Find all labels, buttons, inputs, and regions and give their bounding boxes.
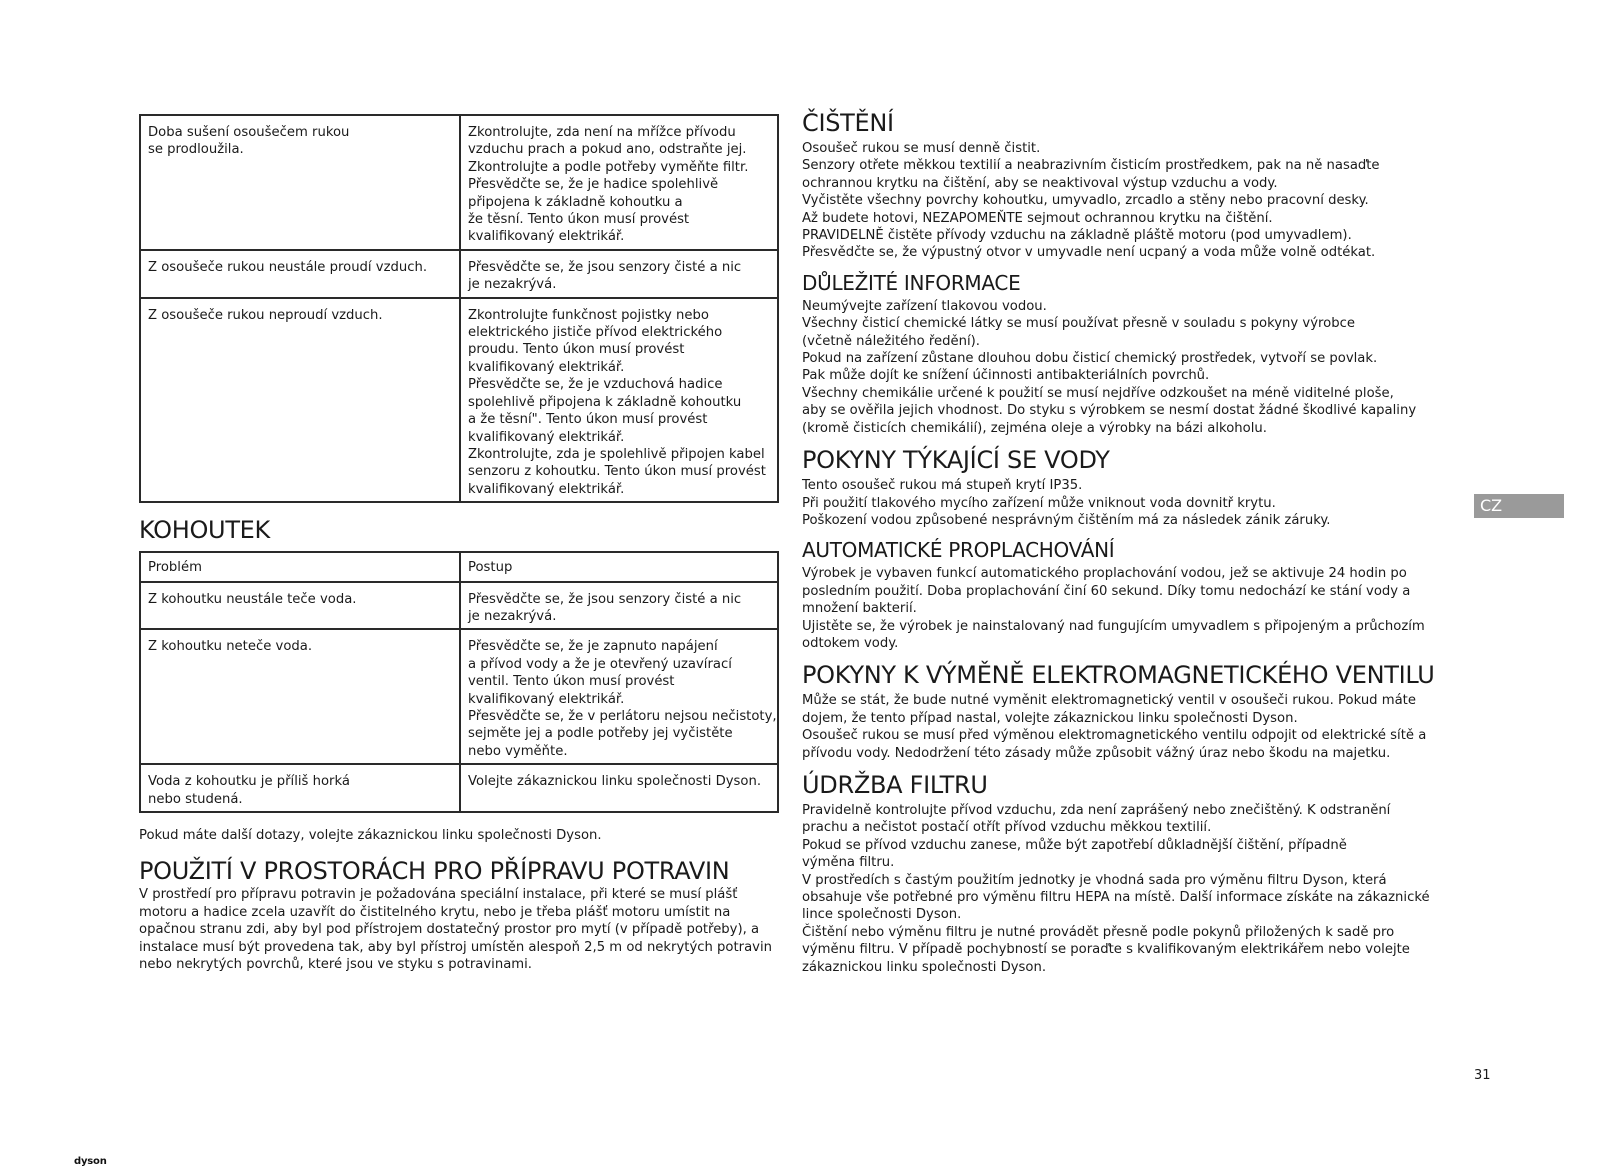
text-line: Senzory otřete měkkou textilií a neabrazivním čisticím prostředkem, pak na ně nasaďte	[802, 158, 1380, 174]
solution-cell	[460, 250, 778, 298]
section-heading: POKYNY K VÝMĚNĚ ELEKTROMAGNETICKÉHO VENTILU	[802, 661, 1435, 690]
text-line: Z osoušeče rukou neustále proudí vzduch.	[148, 259, 428, 275]
text-line: Poškození vodou způsobené nesprávným čištěním má za následek zánik záruky.	[802, 512, 1331, 528]
text-line: opačnou stranu zdi, aby byl pod přístrojem dostatečný prostor pro mytí (v případě potřeby), a	[139, 922, 760, 938]
section-body	[802, 802, 1452, 976]
section-body	[802, 692, 1452, 762]
text-line: motoru a hadice zcela uzavřít do čistitelného krytu, nebo je třeba plášť motoru umístit na	[139, 904, 731, 920]
table-row	[140, 298, 778, 502]
text-line: se prodloužila.	[148, 142, 244, 158]
text-line: Pravidelně kontrolujte přívod vzduchu, zda není zaprášený nebo znečištěný. K odstranění	[802, 802, 1391, 818]
text-line: Pokud se přívod vzduchu zanese, může být zapotřebí důkladnější čištění, případně	[802, 837, 1347, 853]
text-line: kvalifikovaný elektrikář.	[468, 481, 625, 497]
text-line: a přívod vody a že je otevřený uzavírací	[468, 656, 732, 672]
text-line: Doba sušení osoušečem rukou	[148, 125, 350, 140]
table-row	[140, 250, 778, 298]
left-column	[139, 114, 780, 973]
table-header-solution: Postup	[460, 552, 778, 581]
text-line: přívodu vody. Nedodržení této zásady může způsobit vážný úraz nebo škodu na majetku.	[802, 745, 1391, 761]
text-line: elektrického jističe přívod elektrického	[468, 325, 723, 341]
solution-cell	[460, 298, 778, 502]
text-line: Přesvědčte se, že v perlátoru nejsou nečistoty,	[468, 708, 777, 724]
text-line: prachu a nečistot postačí otřít přívod vzduchu měkkou textilií.	[802, 820, 1212, 836]
text-line: ochrannou krytku na čištění, aby se neaktivoval výstup vzduchu a vody.	[802, 175, 1278, 191]
solution-cell	[460, 764, 778, 812]
text-line: (včetně náležitého ředění).	[802, 333, 980, 349]
text-line: Zkontrolujte funkčnost pojistky nebo	[468, 307, 709, 323]
text-line: Zkontrolujte, zda je spolehlivě připojen kabel	[468, 446, 765, 462]
section-heading-food-areas: POUŽITÍ V PROSTORÁCH PRO PŘÍPRAVU POTRAVIN	[139, 857, 730, 886]
problem-cell	[140, 764, 460, 812]
text-line: Z kohoutku neustále teče voda.	[148, 591, 357, 607]
section-heading: DŮLEŽITÉ INFORMACE	[802, 270, 1021, 295]
info-section	[802, 270, 1452, 437]
text-line: kvalifikovaný elektrikář.	[468, 429, 625, 445]
text-line: připojena k základně kohoutku a	[468, 194, 683, 210]
text-line: nebo vyměňte.	[468, 743, 568, 759]
solution-cell	[460, 115, 778, 250]
text-line: Při použití tlakového mycího zařízení může vniknout voda dovnitř krytu.	[802, 495, 1276, 511]
text-line: Pak může dojít ke snížení účinnosti antibakteriálních povrchů.	[802, 368, 1210, 384]
section-body	[802, 565, 1452, 652]
section-heading: POKYNY TÝKAJÍCÍ SE VODY	[802, 446, 1110, 475]
text-line: je nezakrývá.	[468, 277, 557, 293]
text-line: Osoušeč rukou se musí denně čistit.	[802, 141, 1041, 156]
contact-note: Pokud máte další dotazy, volejte zákaznickou linku společnosti Dyson.	[139, 828, 602, 843]
text-line: Z kohoutku neteče voda.	[148, 639, 313, 655]
page-number: 31	[1474, 1068, 1491, 1083]
table-row	[140, 582, 778, 630]
text-line: nebo studená.	[148, 791, 243, 807]
text-line: zákaznickou linku společnosti Dyson.	[802, 959, 1047, 975]
text-line: posledním použití. Doba proplachování činí 60 sekund. Díky tomu nedochází ke stání vody a	[802, 583, 1411, 599]
section-heading: ČIŠTĚNÍ	[802, 109, 894, 137]
text-line: Přesvědčte se, že je zapnuto napájení	[468, 639, 718, 655]
text-line: lince společnosti Dyson.	[802, 907, 962, 923]
section-body	[802, 140, 1452, 262]
text-line: Všechny čisticí chemické látky se musí používat přesně v souladu s pokyny výrobce	[802, 316, 1355, 332]
text-line: Přesvědčte se, že výpustný otvor v umyvadle není ucpaný a voda může volně odtékat.	[802, 245, 1376, 261]
section-heading: ÚDRŽBA FILTRU	[802, 770, 988, 799]
text-line: že těsní. Tento úkon musí provést	[468, 212, 690, 228]
text-line: kvalifikovaný elektrikář.	[468, 359, 625, 375]
text-line: Všechny chemikálie určené k použití se musí nejdříve odzkoušet na méně viditelné ploše,	[802, 385, 1394, 401]
text-line: obsahuje vše potřebné pro výměnu filtru HEPA na místě. Další informace získáte na zákaznické	[802, 890, 1430, 905]
text-line: kvalifikovaný elektrikář.	[468, 691, 625, 707]
text-line: Ujistěte se, že výrobek je nainstalovaný nad fungujícím umyvadlem s připojeným a průchozím	[802, 618, 1425, 634]
text-line: je nezakrývá.	[468, 608, 557, 624]
info-section	[802, 770, 1452, 976]
text-line: Až budete hotovi, NEZAPOMEŇTE sejmout ochrannou krytku na čištění.	[802, 210, 1273, 226]
text-line: Přesvědčte se, že je vzduchová hadice	[468, 377, 723, 393]
info-section	[802, 537, 1452, 652]
table-row	[140, 115, 778, 250]
table-header-problem: Problém	[140, 552, 460, 581]
text-line: sejměte jej a podle potřeby jej vyčistěte	[468, 726, 733, 742]
text-line: Tento osoušeč rukou má stupeň krytí IP35.	[802, 478, 1083, 494]
dyson-logo: dyson	[74, 1156, 107, 1167]
text-line: Zkontrolujte a podle potřeby vyměňte filtr.	[468, 159, 749, 175]
section-heading-kohoutek: KOHOUTEK	[139, 516, 270, 545]
section-heading: AUTOMATICKÉ PROPLACHOVÁNÍ	[802, 538, 1115, 563]
text-line: Výrobek je vybaven funkcí automatického proplachování vodou, jež se aktivuje 24 hodin po	[802, 566, 1407, 582]
text-line: Z osoušeče rukou neproudí vzduch.	[148, 307, 383, 323]
text-line: výměna filtru.	[802, 855, 895, 871]
info-section	[802, 660, 1452, 762]
problem-cell	[140, 250, 460, 298]
table-header-row	[140, 552, 778, 581]
text-line: Osoušeč rukou se musí před výměnou elektromagnetického ventilu odpojit od elektrické sítě a	[802, 728, 1427, 744]
text-line: V prostředí pro přípravu potravin je požadována speciální instalace, při které se musí plášť	[139, 887, 738, 903]
info-section	[802, 445, 1452, 529]
right-column	[802, 108, 1452, 984]
problem-cell	[140, 582, 460, 630]
text-line: Voda z kohoutku je příliš horká	[148, 774, 350, 790]
section-body	[802, 477, 1452, 529]
info-section	[802, 108, 1452, 262]
text-line: spolehlivě připojena k základně kohoutku	[468, 394, 742, 410]
text-line: Vyčistěte všechny povrchy kohoutku, umyvadlo, zrcadlo a stěny nebo pracovní desky.	[802, 193, 1369, 209]
text-line: a že těsní". Tento úkon musí provést	[468, 412, 708, 428]
text-line: ventil. Tento úkon musí provést	[468, 674, 675, 690]
text-line: Volejte zákaznickou linku společnosti Dyson.	[468, 774, 762, 790]
text-line: kvalifikovaný elektrikář.	[468, 229, 625, 245]
text-line: senzoru z kohoutku. Tento úkon musí provést	[468, 464, 766, 480]
text-line: (kromě čisticích chemikálií), zejména oleje a výrobky na bázi alkoholu.	[802, 420, 1267, 436]
text-line: Čištění nebo výměnu filtru je nutné provádět přesně podle pokynů přiložených k sadě pro	[802, 924, 1395, 940]
text-line: Zkontrolujte, zda není na mřížce přívodu	[468, 125, 736, 140]
solution-cell	[460, 582, 778, 630]
text-line: aby se ověřila jejich vhodnost. Do styku s výrobkem se nesmí dostat žádné škodlivé kapaliny	[802, 403, 1417, 419]
table-row	[140, 764, 778, 812]
text-line: Neumývejte zařízení tlakovou vodou.	[802, 298, 1047, 314]
troubleshooting-table-tap	[139, 551, 779, 813]
solution-cell	[460, 629, 778, 764]
troubleshooting-table-dryer	[139, 114, 779, 503]
text-line: vzduchu prach a pokud ano, odstraňte jej.	[468, 142, 747, 158]
text-line: Přesvědčte se, že jsou senzory čisté a nic	[468, 259, 742, 275]
problem-cell	[140, 115, 460, 250]
text-line: PRAVIDELNĚ čistěte přívody vzduchu na základně pláště motoru (pod umyvadlem).	[802, 228, 1352, 244]
text-line: Pokud na zařízení zůstane dlouhou dobu čisticí chemický prostředek, vytvoří se povlak.	[802, 351, 1378, 367]
text-line: množení bakterií.	[802, 601, 917, 617]
text-line: nebo nekrytých povrchů, které jsou ve styku s potravinami.	[139, 957, 532, 973]
text-line: odtokem vody.	[802, 635, 899, 651]
language-tab: CZ	[1474, 494, 1564, 518]
table-row	[140, 629, 778, 764]
section-body	[802, 298, 1452, 437]
problem-cell	[140, 629, 460, 764]
text-line: Přesvědčte se, že jsou senzory čisté a nic	[468, 591, 742, 607]
text-line: instalace musí být provedena tak, aby byl přístroj umístěn alespoň 2,5 m od nekrytých potravin	[139, 939, 772, 955]
text-line: Může se stát, že bude nutné vyměnit elektromagnetický ventil v osoušeči rukou. Pokud máte	[802, 693, 1416, 709]
text-line: V prostředích s častým použitím jednotky je vhodná sada pro výměnu filtru Dyson, která	[802, 872, 1387, 888]
food-areas-body	[139, 886, 780, 973]
text-line: proudu. Tento úkon musí provést	[468, 342, 685, 358]
problem-cell	[140, 298, 460, 502]
text-line: dojem, že tento případ nastal, volejte zákaznickou linku společnosti Dyson.	[802, 710, 1298, 726]
text-line: Přesvědčte se, že je hadice spolehlivě	[468, 177, 719, 193]
text-line: výměnu filtru. V případě pochybností se poraďte s kvalifikovaným elektrikářem nebo volejte	[802, 942, 1410, 958]
